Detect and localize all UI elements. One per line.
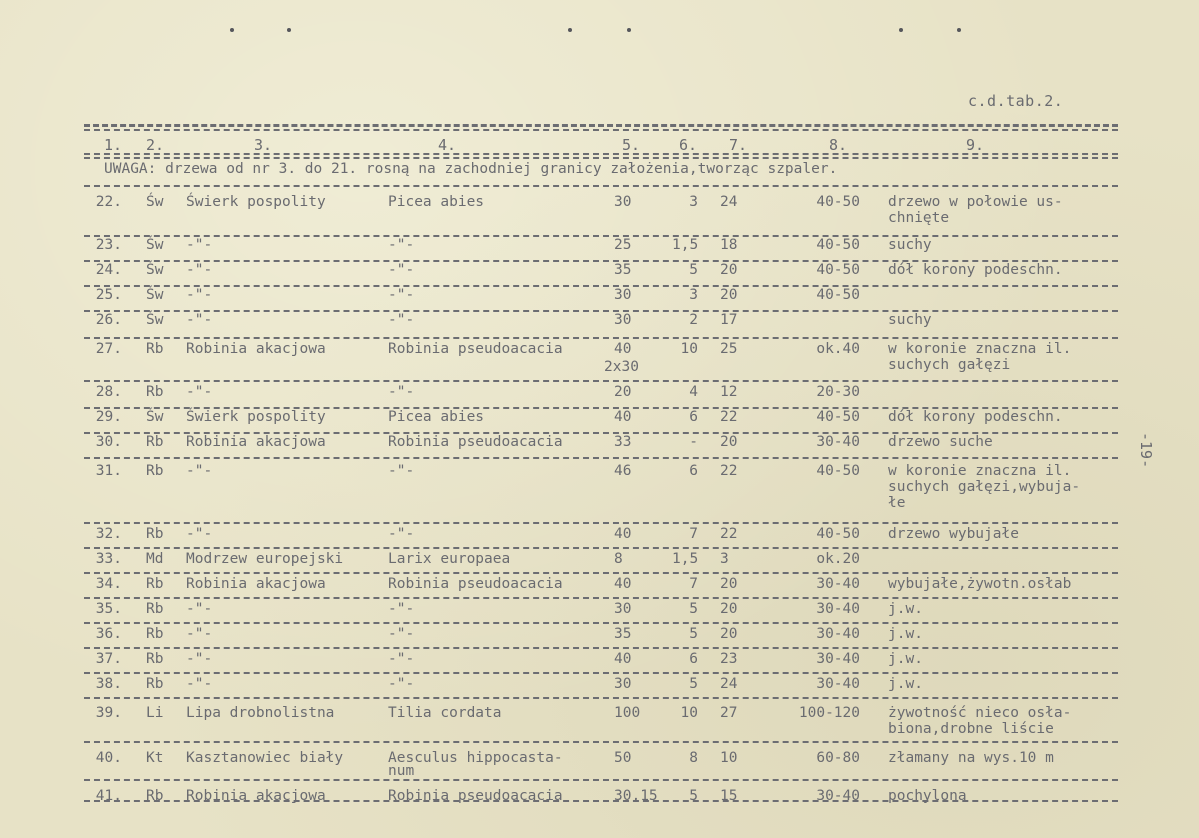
tree-age: 100-120 <box>798 705 860 721</box>
column-header: 3. <box>254 136 273 154</box>
header-rule <box>84 153 1118 155</box>
punch-dot <box>627 28 631 32</box>
tree-height: 20 <box>720 626 738 642</box>
crown-diameter: 5 <box>689 788 698 804</box>
species-name-latin-cont: num <box>388 763 415 779</box>
condition-remark: j.w. <box>888 676 923 692</box>
tree-age: ok.40 <box>816 341 860 357</box>
species-name-latin: -"- <box>388 237 415 253</box>
species-symbol: Rb <box>146 676 164 692</box>
tree-age: ok.20 <box>816 551 860 567</box>
crown-diameter: 1,5 <box>672 551 699 567</box>
trunk-circumference: 30 <box>614 676 632 692</box>
column-header: 5. <box>622 136 641 154</box>
condition-remark: dół korony podeschn. <box>888 262 1063 278</box>
tree-height: 24 <box>720 676 738 692</box>
species-name-latin: -"- <box>388 651 415 667</box>
tree-age: 30-40 <box>816 601 860 617</box>
species-symbol: Li <box>146 705 164 721</box>
species-symbol: Św <box>146 262 164 278</box>
crown-diameter: 4 <box>689 384 698 400</box>
tree-age: 60-80 <box>816 750 860 766</box>
condition-remark: suchy <box>888 312 932 328</box>
tree-number: 28. <box>95 384 122 400</box>
trunk-circumference: 30 <box>614 287 632 303</box>
species-symbol: Św <box>146 409 164 425</box>
species-name-polish: Robinia akacjowa <box>186 576 326 592</box>
trunk-circumference: 40 <box>614 409 632 425</box>
tree-height: 22 <box>720 463 738 479</box>
punch-dot <box>899 28 903 32</box>
species-name-polish: -"- <box>186 651 213 667</box>
tree-height: 20 <box>720 601 738 617</box>
crown-diameter: 8 <box>689 750 698 766</box>
tree-height: 20 <box>720 576 738 592</box>
tree-number: 27. <box>95 341 122 357</box>
tree-number: 32. <box>95 526 122 542</box>
tree-height: 3 <box>720 551 729 567</box>
row-rule <box>84 672 1118 674</box>
condition-remark-cont: chnięte <box>888 210 950 226</box>
tree-number: 40. <box>95 750 122 766</box>
species-name-latin: -"- <box>388 287 415 303</box>
species-name-polish: -"- <box>186 312 213 328</box>
trunk-circumference: 30 <box>614 312 632 328</box>
tree-number: 33. <box>95 551 122 567</box>
species-symbol: Rb <box>146 576 164 592</box>
trunk-circumference: 8 <box>614 551 623 567</box>
column-header: 9. <box>966 136 985 154</box>
row-rule <box>84 522 1118 524</box>
punch-dot <box>230 28 234 32</box>
header-rule <box>84 157 1118 159</box>
row-rule <box>84 572 1118 574</box>
species-name-polish: Kasztanowiec biały <box>186 750 344 766</box>
table-top-rule <box>84 124 1118 127</box>
condition-remark: złamany na wys.10 m <box>888 750 1054 766</box>
tree-age: 40-50 <box>816 237 860 253</box>
species-name-polish: Robinia akacjowa <box>186 788 326 804</box>
row-rule <box>84 800 1118 802</box>
trunk-circumference: 25 <box>614 237 632 253</box>
column-header: 4. <box>438 136 457 154</box>
tree-height: 23 <box>720 651 738 667</box>
crown-diameter: 7 <box>689 576 698 592</box>
trunk-circumference: 46 <box>614 463 632 479</box>
species-symbol: Rb <box>146 526 164 542</box>
crown-diameter: 5 <box>689 262 698 278</box>
crown-diameter: 5 <box>689 601 698 617</box>
condition-remark: j.w. <box>888 626 923 642</box>
tree-number: 25. <box>95 287 122 303</box>
species-name-latin: Picea abies <box>388 194 485 210</box>
page-number: -19- <box>1137 432 1155 469</box>
species-name-latin: Tilia cordata <box>388 705 502 721</box>
species-symbol: Rb <box>146 341 164 357</box>
condition-remark: drzewo wybujałe <box>888 526 1019 542</box>
species-name-latin: -"- <box>388 384 415 400</box>
column-header: 1. <box>104 136 123 154</box>
column-header: 6. <box>679 136 698 154</box>
species-name-latin: Aesculus hippocasta- <box>388 750 563 766</box>
condition-remark: dół korony podeschn. <box>888 409 1063 425</box>
species-symbol: Św <box>146 287 164 303</box>
crown-diameter: 5 <box>689 626 698 642</box>
tree-height: 24 <box>720 194 738 210</box>
species-name-polish: Lipa drobnolistna <box>186 705 335 721</box>
condition-remark: j.w. <box>888 601 923 617</box>
tree-height: 27 <box>720 705 738 721</box>
condition-remark: suchy <box>888 237 932 253</box>
row-rule <box>84 779 1118 781</box>
punch-dot <box>287 28 291 32</box>
trunk-circumference: 35 <box>614 626 632 642</box>
row-rule <box>84 547 1118 549</box>
row-rule <box>84 457 1118 459</box>
species-name-latin: -"- <box>388 262 415 278</box>
species-name-latin: -"- <box>388 676 415 692</box>
crown-diameter: 6 <box>689 409 698 425</box>
tree-age: 30-40 <box>816 676 860 692</box>
trunk-circumference: 33 <box>614 434 632 450</box>
tree-height: 22 <box>720 409 738 425</box>
tree-age: 40-50 <box>816 409 860 425</box>
species-name-polish: -"- <box>186 287 213 303</box>
tree-height: 15 <box>720 788 738 804</box>
species-symbol: Kt <box>146 750 164 766</box>
trunk-circumference: 20 <box>614 384 632 400</box>
species-name-latin: -"- <box>388 312 415 328</box>
row-rule <box>84 697 1118 699</box>
species-symbol: Św <box>146 194 164 210</box>
trunk-circumference: 30,15 <box>614 788 658 804</box>
punch-dot <box>957 28 961 32</box>
row-rule <box>84 380 1118 382</box>
column-header: 7. <box>729 136 748 154</box>
tree-height: 20 <box>720 434 738 450</box>
punch-dot <box>568 28 572 32</box>
tree-number: 41. <box>95 788 122 804</box>
condition-remark: drzewo w połowie us- <box>888 194 1063 210</box>
species-name-polish: -"- <box>186 237 213 253</box>
condition-remark-cont: łe <box>888 495 906 511</box>
species-name-polish: Świerk pospolity <box>186 194 326 210</box>
species-name-polish: Robinia akacjowa <box>186 341 326 357</box>
tree-age: 40-50 <box>816 463 860 479</box>
species-name-latin: Robinia pseudoacacia <box>388 576 563 592</box>
species-name-polish: Robinia akacjowa <box>186 434 326 450</box>
species-symbol: Rb <box>146 384 164 400</box>
row-rule <box>84 235 1118 237</box>
remark-line: UWAGA: drzewa od nr 3. do 21. rosną na zachodniej granicy założenia,tworząc szpaler. <box>104 161 838 177</box>
crown-diameter: 10 <box>680 341 698 357</box>
condition-remark: drzewo suche <box>888 434 993 450</box>
species-name-polish: Świerk pospolity <box>186 409 326 425</box>
trunk-circumference: 30 <box>614 601 632 617</box>
trunk-circumference: 40 <box>614 651 632 667</box>
row-rule <box>84 337 1118 339</box>
tree-age: 20-30 <box>816 384 860 400</box>
species-name-latin: -"- <box>388 463 415 479</box>
tree-age: 40-50 <box>816 287 860 303</box>
species-name-latin: -"- <box>388 526 415 542</box>
tree-age: 30-40 <box>816 651 860 667</box>
table-top-rule <box>84 129 1118 131</box>
crown-diameter: - <box>689 434 698 450</box>
species-name-polish: -"- <box>186 384 213 400</box>
species-name-latin: Robinia pseudoacacia <box>388 341 563 357</box>
tree-age: 30-40 <box>816 626 860 642</box>
crown-diameter: 3 <box>689 287 698 303</box>
condition-remark: j.w. <box>888 651 923 667</box>
tree-number: 39. <box>95 705 122 721</box>
species-name-polish: -"- <box>186 463 213 479</box>
condition-remark: w koronie znaczna il. <box>888 341 1072 357</box>
species-symbol: Rb <box>146 626 164 642</box>
column-header: 2. <box>146 136 165 154</box>
species-symbol: Rb <box>146 434 164 450</box>
tree-number: 22. <box>95 194 122 210</box>
tree-age: 40-50 <box>816 194 860 210</box>
condition-remark: żywotność nieco osła- <box>888 705 1072 721</box>
species-name-polish: -"- <box>186 526 213 542</box>
tree-number: 37. <box>95 651 122 667</box>
row-rule <box>84 647 1118 649</box>
remark-rule <box>84 185 1118 187</box>
tree-age: 30-40 <box>816 788 860 804</box>
species-symbol: Św <box>146 237 164 253</box>
trunk-circumference: 40 <box>614 526 632 542</box>
species-name-polish: -"- <box>186 262 213 278</box>
crown-diameter: 6 <box>689 651 698 667</box>
row-rule <box>84 741 1118 743</box>
trunk-circumference-extra: 2x30 <box>604 359 639 375</box>
tree-number: 29. <box>95 409 122 425</box>
condition-remark-cont: biona,drobne liście <box>888 721 1054 737</box>
trunk-circumference: 50 <box>614 750 632 766</box>
trunk-circumference: 40 <box>614 576 632 592</box>
species-name-polish: -"- <box>186 626 213 642</box>
tree-number: 24. <box>95 262 122 278</box>
condition-remark-cont: suchych gałęzi,wybuja- <box>888 479 1081 495</box>
tree-height: 20 <box>720 287 738 303</box>
tree-number: 36. <box>95 626 122 642</box>
tree-height: 10 <box>720 750 738 766</box>
trunk-circumference: 40 <box>614 341 632 357</box>
crown-diameter: 10 <box>680 705 698 721</box>
species-name-latin: -"- <box>388 626 415 642</box>
tree-age: 40-50 <box>816 526 860 542</box>
tree-number: 34. <box>95 576 122 592</box>
tree-age: 30-40 <box>816 434 860 450</box>
crown-diameter: 3 <box>689 194 698 210</box>
row-rule <box>84 597 1118 599</box>
tree-height: 25 <box>720 341 738 357</box>
table-reference: c.d.tab.2. <box>968 92 1064 110</box>
tree-number: 35. <box>95 601 122 617</box>
condition-remark-cont: suchych gałęzi <box>888 357 1011 373</box>
species-name-polish: Modrzew europejski <box>186 551 344 567</box>
tree-height: 12 <box>720 384 738 400</box>
row-rule <box>84 285 1118 287</box>
tree-age: 30-40 <box>816 576 860 592</box>
species-name-polish: -"- <box>186 601 213 617</box>
trunk-circumference: 35 <box>614 262 632 278</box>
crown-diameter: 6 <box>689 463 698 479</box>
tree-number: 38. <box>95 676 122 692</box>
species-symbol: Rb <box>146 651 164 667</box>
tree-height: 17 <box>720 312 738 328</box>
species-symbol: Rb <box>146 601 164 617</box>
tree-age: 40-50 <box>816 262 860 278</box>
species-symbol: Św <box>146 312 164 328</box>
tree-number: 26. <box>95 312 122 328</box>
tree-height: 20 <box>720 262 738 278</box>
species-name-latin: Robinia pseudoacacia <box>388 788 563 804</box>
row-rule <box>84 622 1118 624</box>
tree-number: 30. <box>95 434 122 450</box>
condition-remark: wybujałe,żywotn.osłab <box>888 576 1072 592</box>
species-name-latin: Picea abies <box>388 409 485 425</box>
tree-height: 22 <box>720 526 738 542</box>
tree-height: 18 <box>720 237 738 253</box>
species-name-polish: -"- <box>186 676 213 692</box>
species-symbol: Md <box>146 551 164 567</box>
trunk-circumference: 100 <box>614 705 641 721</box>
row-rule <box>84 310 1118 312</box>
species-symbol: Rb <box>146 463 164 479</box>
crown-diameter: 7 <box>689 526 698 542</box>
tree-number: 31. <box>95 463 122 479</box>
crown-diameter: 2 <box>689 312 698 328</box>
species-symbol: Rb <box>146 788 164 804</box>
condition-remark: pochylona <box>888 788 967 804</box>
column-header: 8. <box>829 136 848 154</box>
trunk-circumference: 30 <box>614 194 632 210</box>
condition-remark: w koronie znaczna il. <box>888 463 1072 479</box>
species-name-latin: -"- <box>388 601 415 617</box>
tree-number: 23. <box>95 237 122 253</box>
crown-diameter: 1,5 <box>672 237 699 253</box>
crown-diameter: 5 <box>689 676 698 692</box>
species-name-latin: Larix europaea <box>388 551 511 567</box>
species-name-latin: Robinia pseudoacacia <box>388 434 563 450</box>
